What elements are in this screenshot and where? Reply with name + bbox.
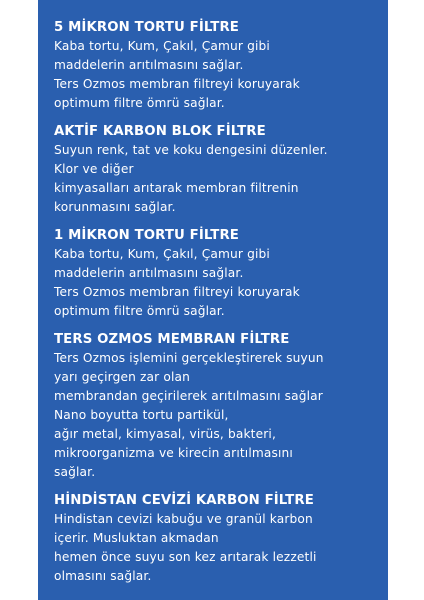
section-text-line: Nano boyutta tortu partikül, [54,408,229,422]
section-title: AKTİF KARBON BLOK FİLTRE [54,124,266,139]
section-text-line: kimyasalları arıtarak membran filtrenin [54,181,299,195]
section-text-line: optimum filtre ömrü sağlar. [54,96,225,110]
section-text-line: hemen önce suyu son kez arıtarak lezzetli [54,550,317,564]
section-text-line: Ters Ozmos membran filtreyi koruyarak [54,77,300,91]
section-text-line: ağır metal, kimyasal, virüs, bakteri, [54,427,276,441]
section-text-line: maddelerin arıtılmasını sağlar. [54,266,244,280]
section-coconut-carbon-filter [54,491,382,586]
section-text-line: Klor ve diğer [54,162,134,176]
section-title: 5 MİKRON TORTU FİLTRE [54,20,239,35]
section-text-line: korunmasını sağlar. [54,200,176,214]
section-text-line: Suyun renk, tat ve koku dengesini düzenler. [54,143,328,157]
section-text-line: Kaba tortu, Kum, Çakıl, Çamur gibi [54,39,270,53]
section-reverse-osmosis-membrane-filter [54,330,382,482]
section-text-line: membrandan geçirilerek arıtılmasını sağlar [54,389,323,403]
section-5-micron-sediment-filter [54,18,382,113]
section-text-line: Kaba tortu, Kum, Çakıl, Çamur gibi [54,247,270,261]
section-text-line: Hindistan cevizi kabuğu ve granül karbon [54,512,313,526]
section-text-line: olmasını sağlar. [54,569,152,583]
section-text-line: mikroorganizma ve kirecin arıtılmasını [54,446,293,460]
section-text-line: Ters Ozmos işlemini gerçekleştirerek suyun [54,351,324,365]
section-title: TERS OZMOS MEMBRAN FİLTRE [54,332,290,347]
section-title: HİNDİSTAN CEVİZİ KARBON FİLTRE [54,493,314,508]
filter-info-content [54,18,382,595]
section-title: 1 MİKRON TORTU FİLTRE [54,228,239,243]
filter-info-panel [38,0,388,600]
section-text-line: maddelerin arıtılmasını sağlar. [54,58,244,72]
section-active-carbon-block-filter [54,122,382,217]
section-text-line: sağlar. [54,465,96,479]
section-text-line: Ters Ozmos membran filtreyi koruyarak [54,285,300,299]
section-text-line: içerir. Musluktan akmadan [54,531,219,545]
section-text-line: yarı geçirgen zar olan [54,370,190,384]
section-1-micron-sediment-filter [54,226,382,321]
section-text-line: optimum filtre ömrü sağlar. [54,304,225,318]
